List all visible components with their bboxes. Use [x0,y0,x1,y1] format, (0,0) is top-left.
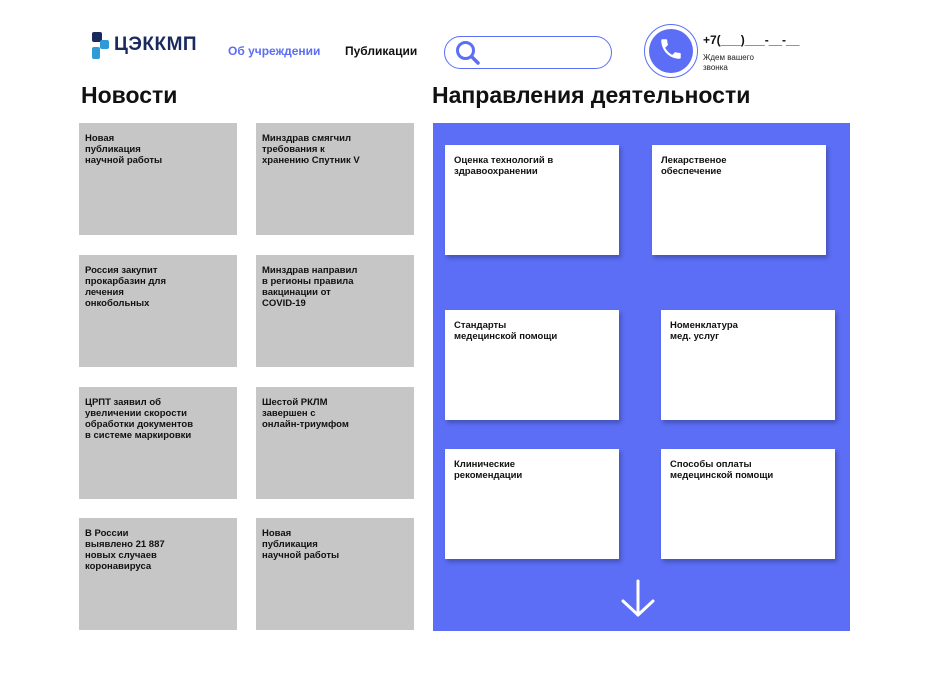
direction-card-text: Клинические рекомендации [454,459,523,481]
news-title: Новости [81,82,178,108]
direction-card[interactable] [661,449,835,559]
arrow-down-icon[interactable] [619,578,657,620]
direction-card[interactable] [652,145,826,255]
logo-text: ЦЭККМП [114,34,198,55]
directions-panel [433,123,850,631]
direction-card[interactable] [445,449,619,559]
news-card-text: Шестой РКЛМ завершен с онлайн-триумфом [262,397,349,430]
news-card-text: Россия закупит прокарбазин для лечения онкобольных [85,265,167,309]
news-card[interactable] [256,255,414,367]
phone-icon [658,36,684,67]
call-button[interactable] [644,24,698,78]
search-icon[interactable] [455,40,481,66]
news-card[interactable] [256,123,414,235]
news-card-text: Минздрав направил в регионы правила вакцинации от COVID-19 [262,265,358,309]
news-card[interactable] [256,518,414,630]
news-card[interactable] [79,387,237,499]
nav-link-publications[interactable]: Публикации [345,44,418,58]
news-card-text: Новая публикация научной работы [85,133,163,166]
news-card[interactable] [79,255,237,367]
phone-number[interactable]: +7(___)___-__-__ [703,33,800,47]
direction-card[interactable] [445,145,619,255]
direction-card-text: Оценка технологий в здравоохранении [454,155,554,177]
search-input[interactable] [487,46,607,60]
search-box[interactable] [444,36,612,69]
direction-card-text: Стандарты медецинской помощи [454,320,558,342]
logo-mark-icon [92,30,112,60]
news-card-text: Минздрав смягчил требования к хранению Спутник V [262,133,360,166]
nav-link-about[interactable]: Об учреждении [228,44,321,58]
direction-card-text: Номенклатура мед. услуг [670,320,738,342]
news-card[interactable] [79,518,237,630]
phone-caption: Ждем вашего звонка [703,53,754,72]
direction-card[interactable] [661,310,835,420]
direction-card-text: Лекарственое обеспечение [661,155,727,177]
directions-title: Направления деятельности [432,82,751,108]
news-card-text: Новая публикация научной работы [262,528,340,561]
direction-card[interactable] [445,310,619,420]
logo[interactable] [92,29,202,61]
news-card[interactable] [79,123,237,235]
news-card-text: В России выявлено 21 887 новых случаев коронавируса [85,528,165,572]
news-card[interactable] [256,387,414,499]
direction-card-text: Способы оплаты медецинской помощи [670,459,774,481]
news-card-text: ЦРПТ заявил об увеличении скорости обработки документов в системе маркировки [85,397,194,441]
